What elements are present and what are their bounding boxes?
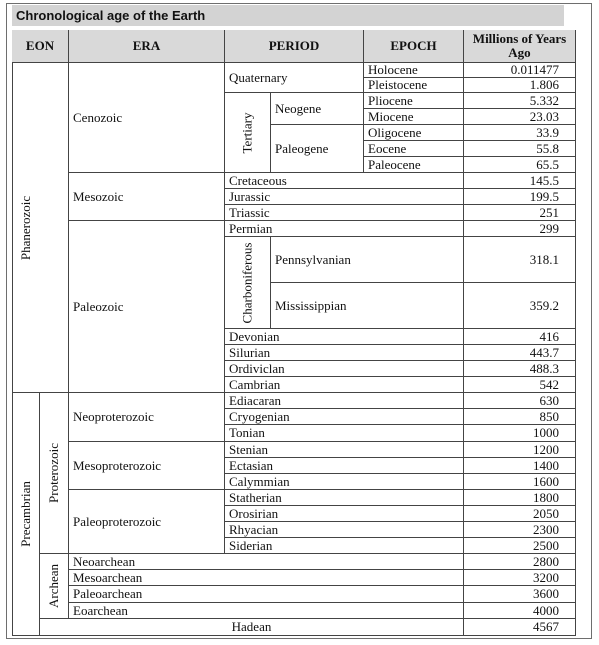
age-eoarchean: 4000 — [464, 603, 576, 619]
age-orosirian: 2050 — [464, 506, 576, 522]
age-stenian: 1200 — [464, 442, 576, 458]
period-permian: Permian — [225, 221, 464, 237]
age-tonian: 1000 — [464, 425, 576, 442]
period-pennsylvanian: Pennsylvanian — [271, 237, 464, 283]
period-stenian: Stenian — [225, 442, 464, 458]
age-calymmian: 1600 — [464, 474, 576, 490]
header-era: ERA — [69, 30, 225, 63]
epoch-miocene: Miocene — [364, 109, 464, 125]
period-tonian: Tonian — [225, 425, 464, 442]
age-pennsylvanian: 318.1 — [464, 237, 576, 283]
epoch-oligocene: Oligocene — [364, 125, 464, 141]
age-ordovician: 488.3 — [464, 361, 576, 377]
age-hadean: 4567 — [464, 619, 576, 636]
group-tertiary: Tertiary — [225, 93, 271, 173]
eon-phanerozoic-filler — [40, 63, 69, 393]
group-carboniferous: Charboniferous — [225, 237, 271, 329]
age-miocene: 23.03 — [464, 109, 576, 125]
period-statherian: Statherian — [225, 490, 464, 506]
age-neoarchean: 2800 — [464, 554, 576, 570]
period-neogene: Neogene — [271, 93, 364, 125]
period-ordovician: Ordiviclan — [225, 361, 464, 377]
period-triassic: Triassic — [225, 205, 464, 221]
age-paleocene: 65.5 — [464, 157, 576, 173]
epoch-eocene: Eocene — [364, 141, 464, 157]
age-eocene: 55.8 — [464, 141, 576, 157]
period-eoarchean: Eoarchean — [69, 603, 464, 619]
subeon-archean: Archean — [40, 554, 69, 619]
period-paleoarchean: Paleoarchean — [69, 586, 464, 603]
age-permian: 299 — [464, 221, 576, 237]
eon-precambrian: Precambrian — [12, 393, 40, 636]
age-pleistocene: 1.806 — [464, 78, 576, 93]
period-quaternary: Quaternary — [225, 63, 364, 93]
era-neoproterozoic: Neoproterozoic — [69, 393, 225, 442]
age-ediacaran: 630 — [464, 393, 576, 409]
age-silurian: 443.7 — [464, 345, 576, 361]
epoch-paleocene: Paleocene — [364, 157, 464, 173]
header-eon: EON — [12, 30, 69, 63]
header-epoch: EPOCH — [364, 30, 464, 63]
period-calymmian: Calymmian — [225, 474, 464, 490]
era-cenozoic: Cenozoic — [69, 63, 225, 173]
age-cretaceous: 145.5 — [464, 173, 576, 189]
period-ediacaran: Ediacaran — [225, 393, 464, 409]
table-title: Chronological age of the Earth — [12, 5, 564, 26]
period-cambrian: Cambrian — [225, 377, 464, 393]
period-ectasian: Ectasian — [225, 458, 464, 474]
age-cambrian: 542 — [464, 377, 576, 393]
age-paleoarchean: 3600 — [464, 586, 576, 603]
age-mississippian: 359.2 — [464, 283, 576, 329]
era-paleozoic: Paleozoic — [69, 221, 225, 393]
age-oligocene: 33.9 — [464, 125, 576, 141]
period-silurian: Silurian — [225, 345, 464, 361]
age-ectasian: 1400 — [464, 458, 576, 474]
age-cryogenian: 850 — [464, 409, 576, 425]
header-millions-of-years-ago: Millions of Years Ago — [464, 30, 576, 63]
age-devonian: 416 — [464, 329, 576, 345]
period-neoarchean: Neoarchean — [69, 554, 464, 570]
age-statherian: 1800 — [464, 490, 576, 506]
header-period: PERIOD — [225, 30, 364, 63]
era-mesoproterozoic: Mesoproterozoic — [69, 442, 225, 490]
age-mesoarchean: 3200 — [464, 570, 576, 586]
period-mississippian: Mississippian — [271, 283, 464, 329]
eon-phanerozoic: Phanerozoic — [12, 63, 40, 393]
age-jurassic: 199.5 — [464, 189, 576, 205]
age-triassic: 251 — [464, 205, 576, 221]
period-jurassic: Jurassic — [225, 189, 464, 205]
age-siderian: 2500 — [464, 538, 576, 554]
epoch-pleistocene: Pleistocene — [364, 78, 464, 93]
subeon-proterozoic: Proterozoic — [40, 393, 69, 554]
period-orosirian: Orosirian — [225, 506, 464, 522]
period-cretaceous: Cretaceous — [225, 173, 464, 189]
age-pliocene: 5.332 — [464, 93, 576, 109]
period-siderian: Siderian — [225, 538, 464, 554]
era-mesozoic: Mesozoic — [69, 173, 225, 221]
period-mesoarchean: Mesoarchean — [69, 570, 464, 586]
age-holocene: 0.011477 — [464, 63, 576, 78]
era-paleoproterozoic: Paleoproterozoic — [69, 490, 225, 554]
period-devonian: Devonian — [225, 329, 464, 345]
period-paleogene: Paleogene — [271, 125, 364, 173]
epoch-holocene: Holocene — [364, 63, 464, 78]
epoch-pliocene: Pliocene — [364, 93, 464, 109]
period-rhyacian: Rhyacian — [225, 522, 464, 538]
age-rhyacian: 2300 — [464, 522, 576, 538]
period-hadean: Hadean — [40, 619, 464, 636]
period-cryogenian: Cryogenian — [225, 409, 464, 425]
